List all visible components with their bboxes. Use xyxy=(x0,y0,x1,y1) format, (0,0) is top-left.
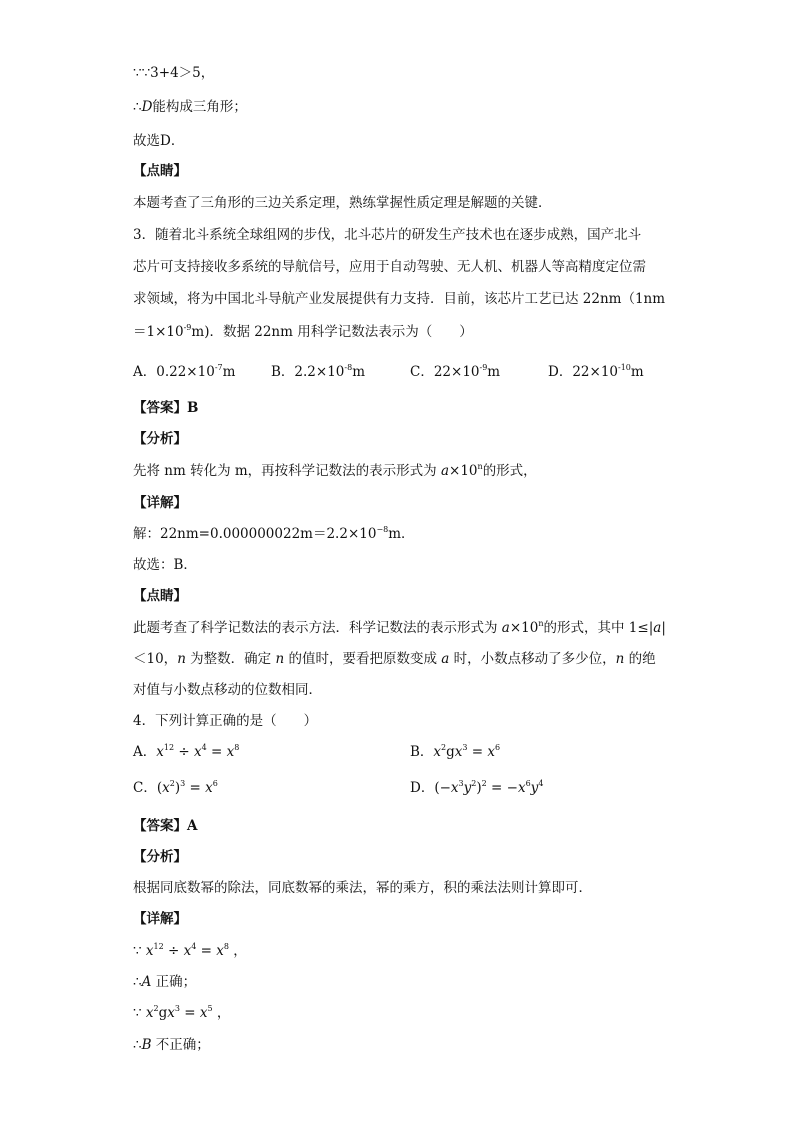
text-span: ∵ xyxy=(133,1005,146,1021)
superscript: 2 xyxy=(153,1004,159,1013)
text-span: 为整数．确定 xyxy=(185,651,276,667)
text-span: 【分析】 xyxy=(133,431,187,447)
superscript: -9 xyxy=(183,323,192,332)
question-text xyxy=(133,711,317,731)
text-span: 【详解】 xyxy=(133,495,187,511)
text-span: ) xyxy=(476,780,482,796)
text-span: ×10 xyxy=(449,463,478,479)
text-span: ÷ xyxy=(163,943,184,959)
text-line xyxy=(133,972,196,992)
text-line xyxy=(133,131,184,151)
text-span: 的形式，其中 1≤| xyxy=(543,620,654,636)
text-span: x xyxy=(517,780,526,796)
text-line xyxy=(133,680,322,700)
superscript: 12 xyxy=(153,942,164,951)
text-line xyxy=(133,524,415,544)
section-heading xyxy=(133,429,187,449)
text-line xyxy=(133,878,592,898)
superscript: n xyxy=(477,462,483,471)
text-span: n xyxy=(177,651,186,667)
text-line xyxy=(133,555,197,575)
text-span: 解：22nm=0.000000022m＝2.2×10 xyxy=(133,526,377,542)
text-span: ∴ xyxy=(133,1037,142,1053)
text-span: 先将 nm 转化为 m，再按科学记数法的表示形式为 xyxy=(133,463,441,479)
text-line xyxy=(133,941,247,961)
text-span: x xyxy=(433,744,442,760)
text-span: | xyxy=(661,620,666,636)
superscript: 3 xyxy=(462,743,468,752)
text-span: x xyxy=(145,1005,154,1021)
superscript: 4 xyxy=(538,779,544,788)
text-span: m xyxy=(630,364,644,380)
text-line xyxy=(133,97,247,117)
text-span: ÷ xyxy=(174,744,194,760)
text-span: D．(− xyxy=(410,780,451,796)
text-span: a xyxy=(441,651,450,667)
option-d xyxy=(410,778,543,798)
text-span: ∵∵3+4＞5， xyxy=(133,65,215,81)
text-span: x xyxy=(145,943,154,959)
text-span: x xyxy=(167,1005,175,1021)
text-span: B xyxy=(141,1037,152,1053)
option-a xyxy=(133,362,235,382)
answer-label xyxy=(133,398,198,418)
text-span: 的值时，要看把原数变成 xyxy=(284,651,442,667)
text-span: 时，小数点移动了多少位， xyxy=(449,651,616,667)
text-line xyxy=(133,63,214,83)
text-span: ∴ xyxy=(133,99,142,115)
option-b xyxy=(410,742,500,762)
option-d xyxy=(548,362,644,382)
text-span: A．0.22×10 xyxy=(133,364,215,380)
text-span: 【分析】 xyxy=(133,849,187,865)
text-span: x xyxy=(487,744,496,760)
text-line xyxy=(133,618,666,638)
superscript: 4 xyxy=(191,942,197,951)
text-span: 故选D． xyxy=(133,133,185,149)
text-span: n xyxy=(615,651,625,667)
text-span: ∴ xyxy=(133,974,142,990)
text-span: = xyxy=(196,943,217,959)
answer-label xyxy=(133,816,197,836)
superscript: 3 xyxy=(174,1004,180,1013)
text-span: 芯片可支持接收多系统的导航信号，应用于自动驾驶、无人机、机器人等高精度定位需 xyxy=(133,259,646,275)
text-span: m)．数据 22nm 用科学记数法表示为（ ） xyxy=(191,324,473,340)
text-span: 【点睛】 xyxy=(133,163,187,179)
text-span: C．( xyxy=(133,780,163,796)
superscript: 6 xyxy=(495,743,501,752)
text-span: = xyxy=(185,780,206,796)
text-span: = − xyxy=(486,780,518,796)
text-span: = xyxy=(467,744,488,760)
text-span: x xyxy=(454,744,463,760)
superscript: 8 xyxy=(223,942,229,951)
option-a xyxy=(133,742,239,762)
text-span: A xyxy=(141,974,152,990)
superscript: 12 xyxy=(163,743,175,752)
text-span: ×10 xyxy=(509,620,539,636)
text-span: 【答案】A xyxy=(133,818,198,834)
text-span: 故选：B． xyxy=(133,557,197,573)
text-span: 的绝 xyxy=(624,651,656,667)
text-span: m xyxy=(222,364,236,380)
text-span: x xyxy=(199,1005,208,1021)
text-span: 根据同底数幂的除法，同底数幂的乘法，幂的乘方，积的乘法法则计算即可． xyxy=(133,880,592,896)
text-span: 不正确； xyxy=(151,1037,210,1053)
text-span: g xyxy=(446,744,455,760)
text-span: ＝1×10 xyxy=(133,324,184,340)
option-b xyxy=(271,362,365,382)
text-span: B． xyxy=(410,744,434,760)
superscript: n xyxy=(538,619,544,628)
text-span: x xyxy=(183,943,192,959)
text-span: y xyxy=(530,780,539,796)
text-line xyxy=(133,1035,210,1055)
text-span: 本题考查了三角形的三边关系定理，熟练掌握性质定理是解题的关键． xyxy=(133,195,552,211)
superscript: -9 xyxy=(479,363,488,372)
text-span: 的形式， xyxy=(482,463,537,479)
text-span: D．22×10 xyxy=(548,364,618,380)
text-span: 此题考查了科学记数法的表示方法．科学记数法的表示形式为 xyxy=(133,620,502,636)
text-span: y xyxy=(463,780,472,796)
text-span: x xyxy=(162,780,170,796)
question-text xyxy=(133,322,473,342)
superscript: 6 xyxy=(212,779,218,788)
text-span: 4．下列计算正确的是（ ） xyxy=(133,713,318,729)
superscript: 2 xyxy=(441,743,447,752)
text-span: ) xyxy=(174,780,181,796)
text-span: x xyxy=(216,943,224,959)
text-span: 求领域，将为中国北斗导航产业发展提供有力支持．目前，该芯片工艺已达 22nm（1nm xyxy=(133,291,666,307)
text-span: x xyxy=(205,780,213,796)
superscript: 2 xyxy=(471,779,477,788)
text-span: m． xyxy=(388,526,415,542)
text-span: m xyxy=(487,364,501,380)
text-span: a xyxy=(501,620,510,636)
text-line xyxy=(133,649,656,669)
text-span: 【详解】 xyxy=(133,911,187,927)
superscript: 4 xyxy=(201,743,207,752)
question-text xyxy=(133,257,646,277)
text-span: n xyxy=(275,651,285,667)
superscript: 3 xyxy=(458,779,464,788)
text-span: 【答案】B xyxy=(133,400,199,416)
superscript: -7 xyxy=(214,363,223,372)
text-span: x xyxy=(156,744,164,760)
superscript: −8 xyxy=(376,525,389,534)
superscript: -10 xyxy=(618,363,631,372)
text-span: C．22×10 xyxy=(410,364,480,380)
section-heading xyxy=(133,161,187,181)
text-span: = xyxy=(206,744,227,760)
text-span: ＜10， xyxy=(133,651,178,667)
text-span: ， xyxy=(212,1005,231,1021)
section-heading xyxy=(133,847,187,867)
text-span: = xyxy=(179,1005,200,1021)
text-span: 能构成三角形； xyxy=(152,99,247,115)
text-span: 对值与小数点移动的位数相同． xyxy=(133,682,322,698)
text-span: 【点睛】 xyxy=(133,588,187,604)
text-span: x xyxy=(226,744,235,760)
text-span: ∵ xyxy=(133,943,146,959)
text-span: ， xyxy=(228,943,247,959)
section-heading xyxy=(133,493,187,513)
text-span: x xyxy=(193,744,202,760)
text-span: D xyxy=(141,99,153,115)
question-text xyxy=(133,289,665,309)
text-line xyxy=(133,193,552,213)
text-span: A． xyxy=(133,744,157,760)
text-line xyxy=(133,1003,230,1023)
text-span: 正确； xyxy=(151,974,197,990)
text-span: a xyxy=(440,463,450,479)
text-line xyxy=(133,461,537,481)
superscript: 5 xyxy=(207,1004,213,1013)
option-c xyxy=(410,362,500,382)
superscript: 3 xyxy=(180,779,186,788)
superscript: 8 xyxy=(234,743,240,752)
text-span: g xyxy=(158,1005,168,1021)
superscript: 2 xyxy=(481,779,487,788)
section-heading xyxy=(133,909,187,929)
text-span: a xyxy=(653,620,662,636)
text-span: B．2.2×10 xyxy=(271,364,345,380)
superscript: 6 xyxy=(525,779,531,788)
superscript: -8 xyxy=(344,363,353,372)
text-span: 3．随着北斗系统全球组网的步伐，北斗芯片的研发生产技术也在逐步成熟，国产北斗 xyxy=(133,227,642,243)
question-text xyxy=(133,225,641,245)
text-span: x xyxy=(450,780,459,796)
option-c xyxy=(133,778,218,798)
text-span: m xyxy=(352,364,365,380)
superscript: 2 xyxy=(169,779,175,788)
section-heading xyxy=(133,586,187,606)
